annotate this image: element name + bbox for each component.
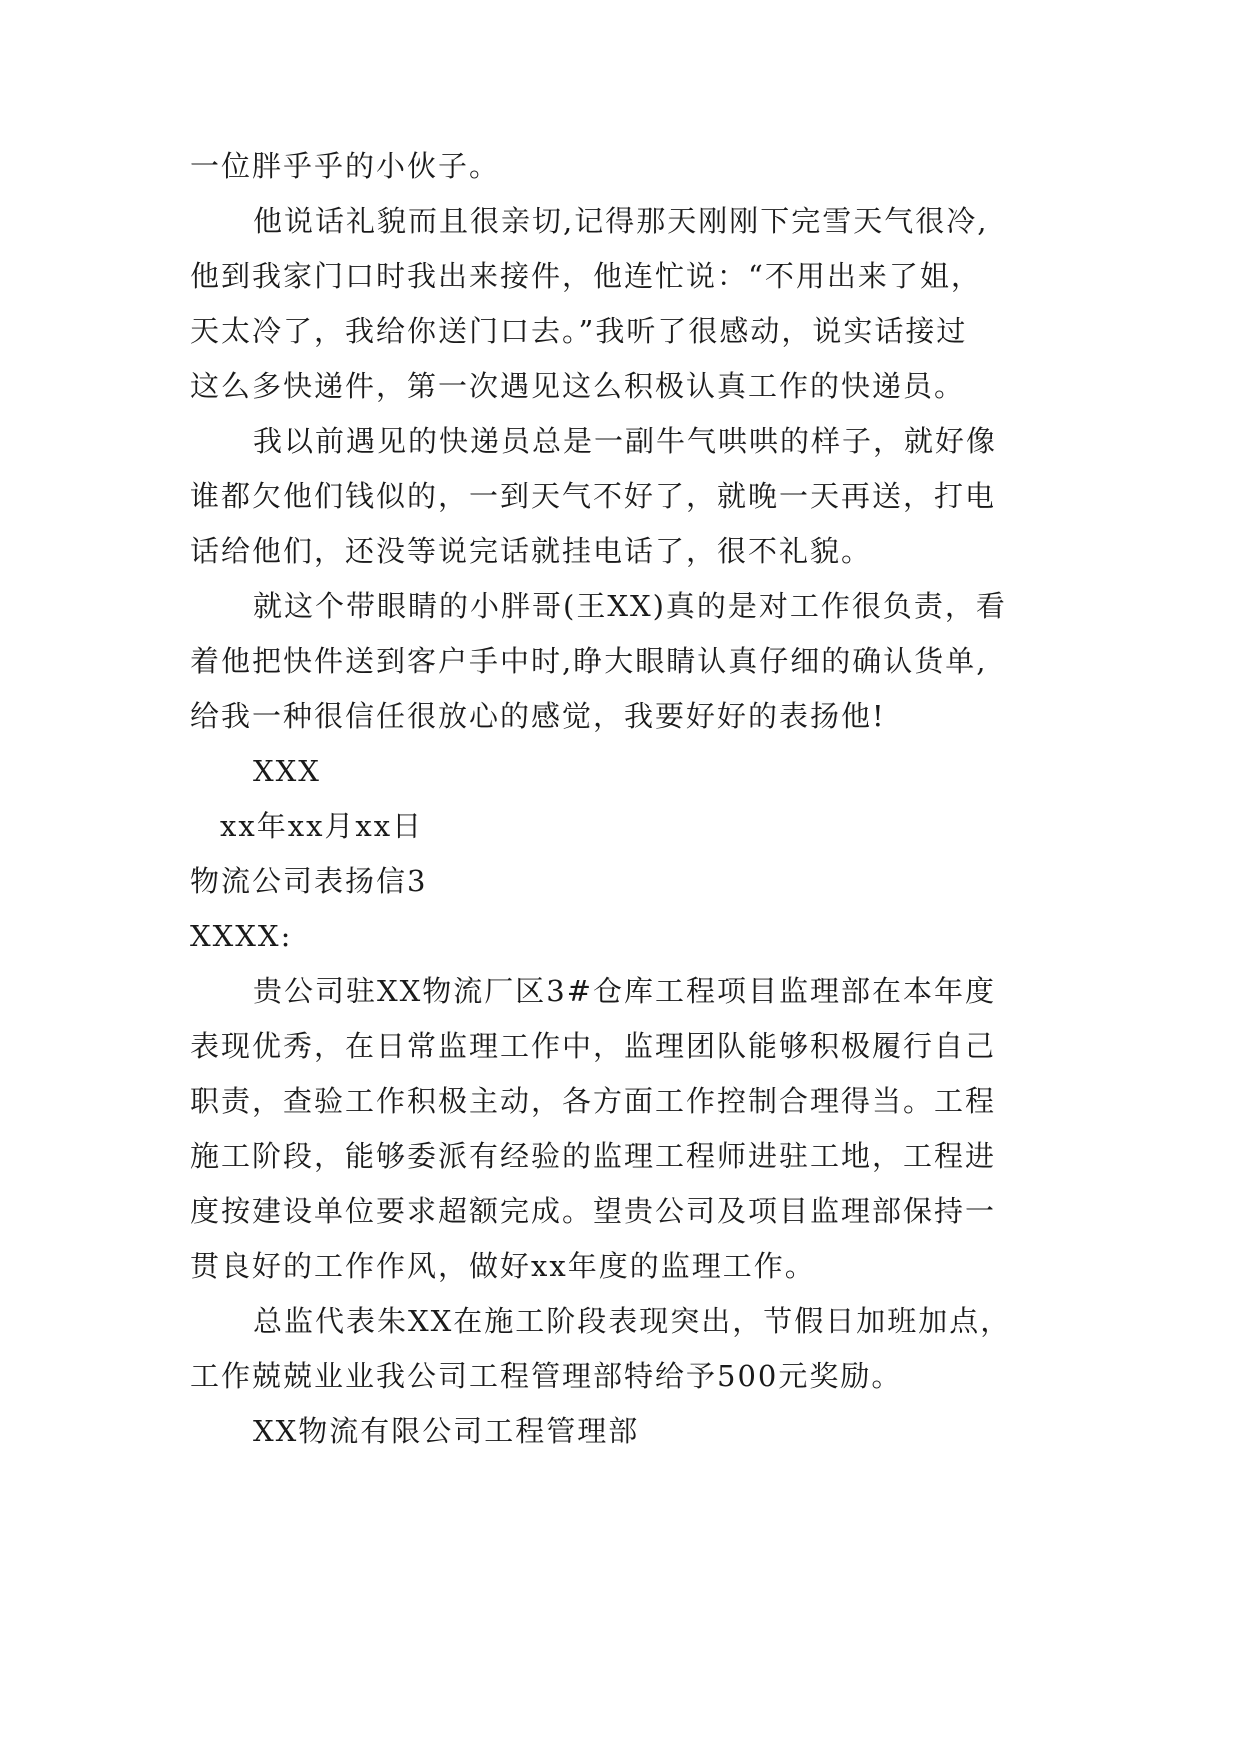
- salutation: XXXX:: [190, 919, 293, 953]
- paragraph-start: 总监代表朱XX在施工阶段表现突出，节假日加班加点，: [253, 1304, 1012, 1338]
- paragraph-start: 贵公司驻XX物流厂区3#仓库工程项目监理部在本年度: [253, 974, 997, 1008]
- company-signature: XX物流有限公司工程管理部: [253, 1414, 640, 1448]
- text-line: 工作兢兢业业我公司工程管理部特给予500元奖励。: [190, 1359, 903, 1393]
- text-line: 给我一种很信任很放心的感觉，我要好好的表扬他!: [190, 699, 886, 733]
- section-title: 物流公司表扬信3: [190, 864, 428, 898]
- signature-name: XXX: [253, 754, 321, 788]
- text-line: 这么多快递件，第一次遇见这么积极认真工作的快递员。: [190, 369, 966, 403]
- text-line: 他到我家门口时我出来接件，他连忙说：“不用出来了姐，: [190, 259, 982, 293]
- text-line: 一位胖乎乎的小伙子。: [190, 149, 501, 183]
- paragraph-start: 就这个带眼睛的小胖哥(王XX)真的是对工作很负责，看: [253, 589, 1007, 623]
- text-line: 施工阶段，能够委派有经验的监理工程师进驻工地，工程进: [190, 1139, 997, 1173]
- text-line: 表现优秀，在日常监理工作中，监理团队能够积极履行自己: [190, 1029, 997, 1063]
- text-line: 着他把快件送到客户手中时,睁大眼睛认真仔细的确认货单,: [190, 644, 988, 678]
- text-line: 谁都欠他们钱似的，一到天气不好了，就晚一天再送，打电: [190, 479, 997, 513]
- paragraph-start: 他说话礼貌而且很亲切,记得那天刚刚下完雪天气很冷,: [253, 204, 989, 238]
- text-line: 度按建设单位要求超额完成。望贵公司及项目监理部保持一: [190, 1194, 997, 1228]
- text-line: 职责，查验工作积极主动，各方面工作控制合理得当。工程: [190, 1084, 997, 1118]
- text-line: 天太冷了，我给你送门口去。”我听了很感动，说实话接过: [190, 314, 968, 348]
- signature-date: xx年xx月xx日: [220, 809, 424, 843]
- text-line: 话给他们，还没等说完话就挂电话了，很不礼貌。: [190, 534, 873, 568]
- text-line: 贯良好的工作作风，做好xx年度的监理工作。: [190, 1249, 816, 1283]
- paragraph-start: 我以前遇见的快递员总是一副牛气哄哄的样子，就好像: [253, 424, 998, 458]
